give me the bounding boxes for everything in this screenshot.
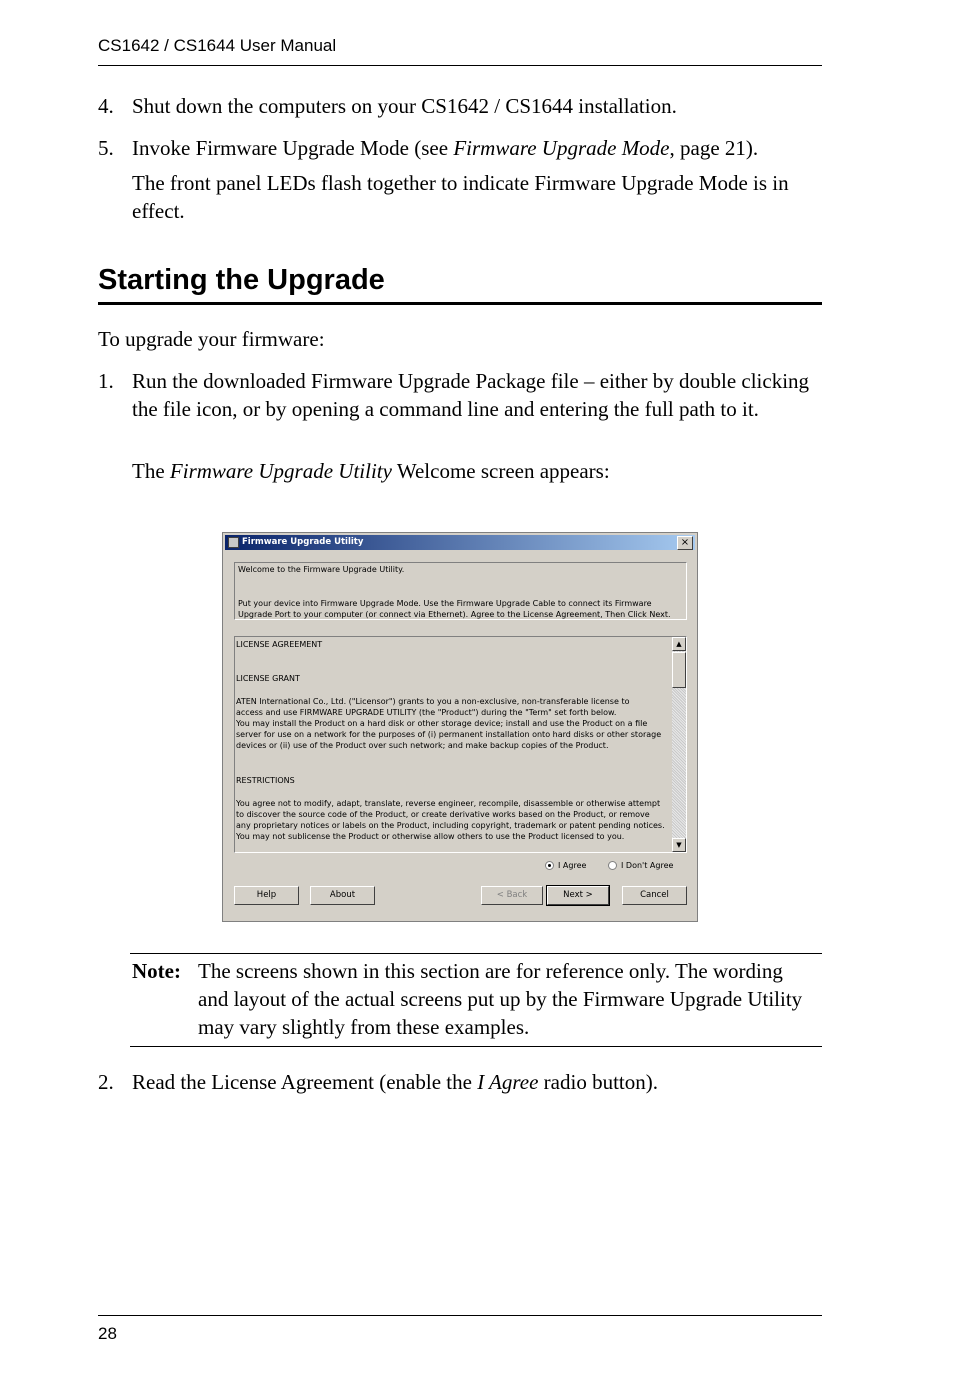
license-line: any proprietary notices or labels on the Product, including copyright, trademark or patent pending notices. — [236, 821, 665, 830]
step-number: 4. — [98, 94, 114, 118]
text-part: Welcome screen appears: — [391, 459, 610, 483]
text-part: Read the License Agreement (enable the — [132, 1070, 478, 1094]
step-text — [132, 134, 758, 162]
radio-checked-icon[interactable] — [545, 861, 554, 870]
license-line: to discover the source code of the Product, or create derivative works based on the Product, or remove — [236, 810, 650, 819]
license-line: You may install the Product on a hard disk or other storage device; install and use the Product on a file — [236, 719, 648, 728]
dialog-title: Firmware Upgrade Utility — [242, 537, 364, 547]
step-1-text: Run the downloaded Firmware Upgrade Package file – either by double clicking the file icon, or by opening a command line and entering the full path to it. — [132, 369, 810, 421]
option-name: I Agree — [477, 1070, 539, 1094]
app-icon — [228, 537, 239, 548]
scroll-down-icon[interactable]: ▼ — [672, 838, 686, 852]
page-number: 28 — [98, 1324, 117, 1343]
note-text: The screens shown in this section are for reference only. The wording and layout of the actual screens put up by the Firmware Upgrade Utility may vary slightly from these examples. — [198, 959, 803, 1039]
license-line: LICENSE GRANT — [236, 674, 300, 683]
welcome-line: Upgrade Port to your computer (or connect via Ethernet). Agree to the License Agreement, Then Click Next. — [238, 610, 671, 619]
next-button[interactable]: Next > — [547, 886, 609, 905]
step-5-subtext: The front panel LEDs flash together to indicate Firmware Upgrade Mode is in effect. — [132, 171, 789, 223]
note-bottom-rule — [130, 1046, 822, 1047]
step-2-number: 2. — [98, 1070, 114, 1094]
about-button[interactable]: About — [310, 886, 375, 905]
section-heading: Starting the Upgrade — [98, 264, 385, 296]
license-line: LICENSE AGREEMENT — [236, 640, 323, 649]
step-number: 5. — [98, 136, 114, 160]
step-1-subtext — [132, 457, 610, 485]
scroll-up-icon[interactable]: ▲ — [672, 637, 686, 651]
step-text-part: Invoke Firmware Upgrade Mode (see — [132, 136, 454, 160]
welcome-panel — [234, 562, 687, 620]
radio-label: I Agree — [558, 861, 587, 870]
footer-rule — [98, 1315, 822, 1316]
license-line: You may not sublicense the Product or otherwise allow others to use the Product licensed to you. — [236, 832, 625, 841]
step-text-part: , page 21). — [669, 136, 759, 160]
license-scrollbar[interactable] — [672, 637, 686, 852]
section-intro: To upgrade your firmware: — [98, 327, 325, 351]
license-line: access and use FIRMWARE UPGRADE UTILITY (the "Product") during the "Term" set forth below. — [236, 708, 617, 717]
running-header: CS1642 / CS1644 User Manual — [98, 36, 337, 55]
cancel-button[interactable]: Cancel — [622, 886, 687, 905]
welcome-line: Put your device into Firmware Upgrade Mode. Use the Firmware Upgrade Cable to connect its Firmware — [238, 599, 652, 608]
dialog-titlebar — [225, 535, 695, 550]
section-rule — [98, 302, 822, 305]
firmware-upgrade-dialog — [222, 532, 698, 922]
license-line: server for use on a network for the purposes of (i) permanent installation onto hard disks or other storage — [236, 730, 662, 739]
license-line: devices or (ii) use of the Product over such network; and make backup copies of the Product. — [236, 741, 609, 750]
license-line: ATEN International Co., Ltd. ("Licensor") grants to you a non-exclusive, non-transferable license to — [236, 697, 630, 706]
radio-i-dont-agree[interactable] — [608, 861, 673, 870]
close-icon[interactable]: × — [677, 536, 693, 550]
text-part: The — [132, 459, 170, 483]
step-2-text — [132, 1068, 658, 1096]
step-text: Shut down the computers on your CS1642 / CS1644 installation. — [132, 94, 677, 118]
welcome-line: Welcome to the Firmware Upgrade Utility. — [238, 565, 405, 574]
note-label: Note: — [132, 959, 181, 983]
radio-unchecked-icon[interactable] — [608, 861, 617, 870]
step-1-number: 1. — [98, 369, 114, 393]
help-button[interactable]: Help — [234, 886, 299, 905]
license-line: RESTRICTIONS — [236, 776, 295, 785]
radio-i-agree[interactable] — [545, 861, 586, 870]
utility-name: Firmware Upgrade Utility — [169, 459, 392, 483]
header-rule — [98, 65, 822, 66]
radio-label: I Don't Agree — [621, 861, 674, 870]
text-part: radio button). — [538, 1070, 658, 1094]
license-line: You agree not to modify, adapt, translate, reverse engineer, recompile, disassemble or otherwise attempt — [236, 799, 661, 808]
license-textbox[interactable] — [234, 636, 687, 853]
back-button[interactable]: < Back — [481, 886, 543, 905]
cross-reference: Firmware Upgrade Mode — [453, 136, 670, 160]
note-top-rule — [130, 953, 822, 954]
scroll-thumb[interactable] — [672, 652, 686, 688]
